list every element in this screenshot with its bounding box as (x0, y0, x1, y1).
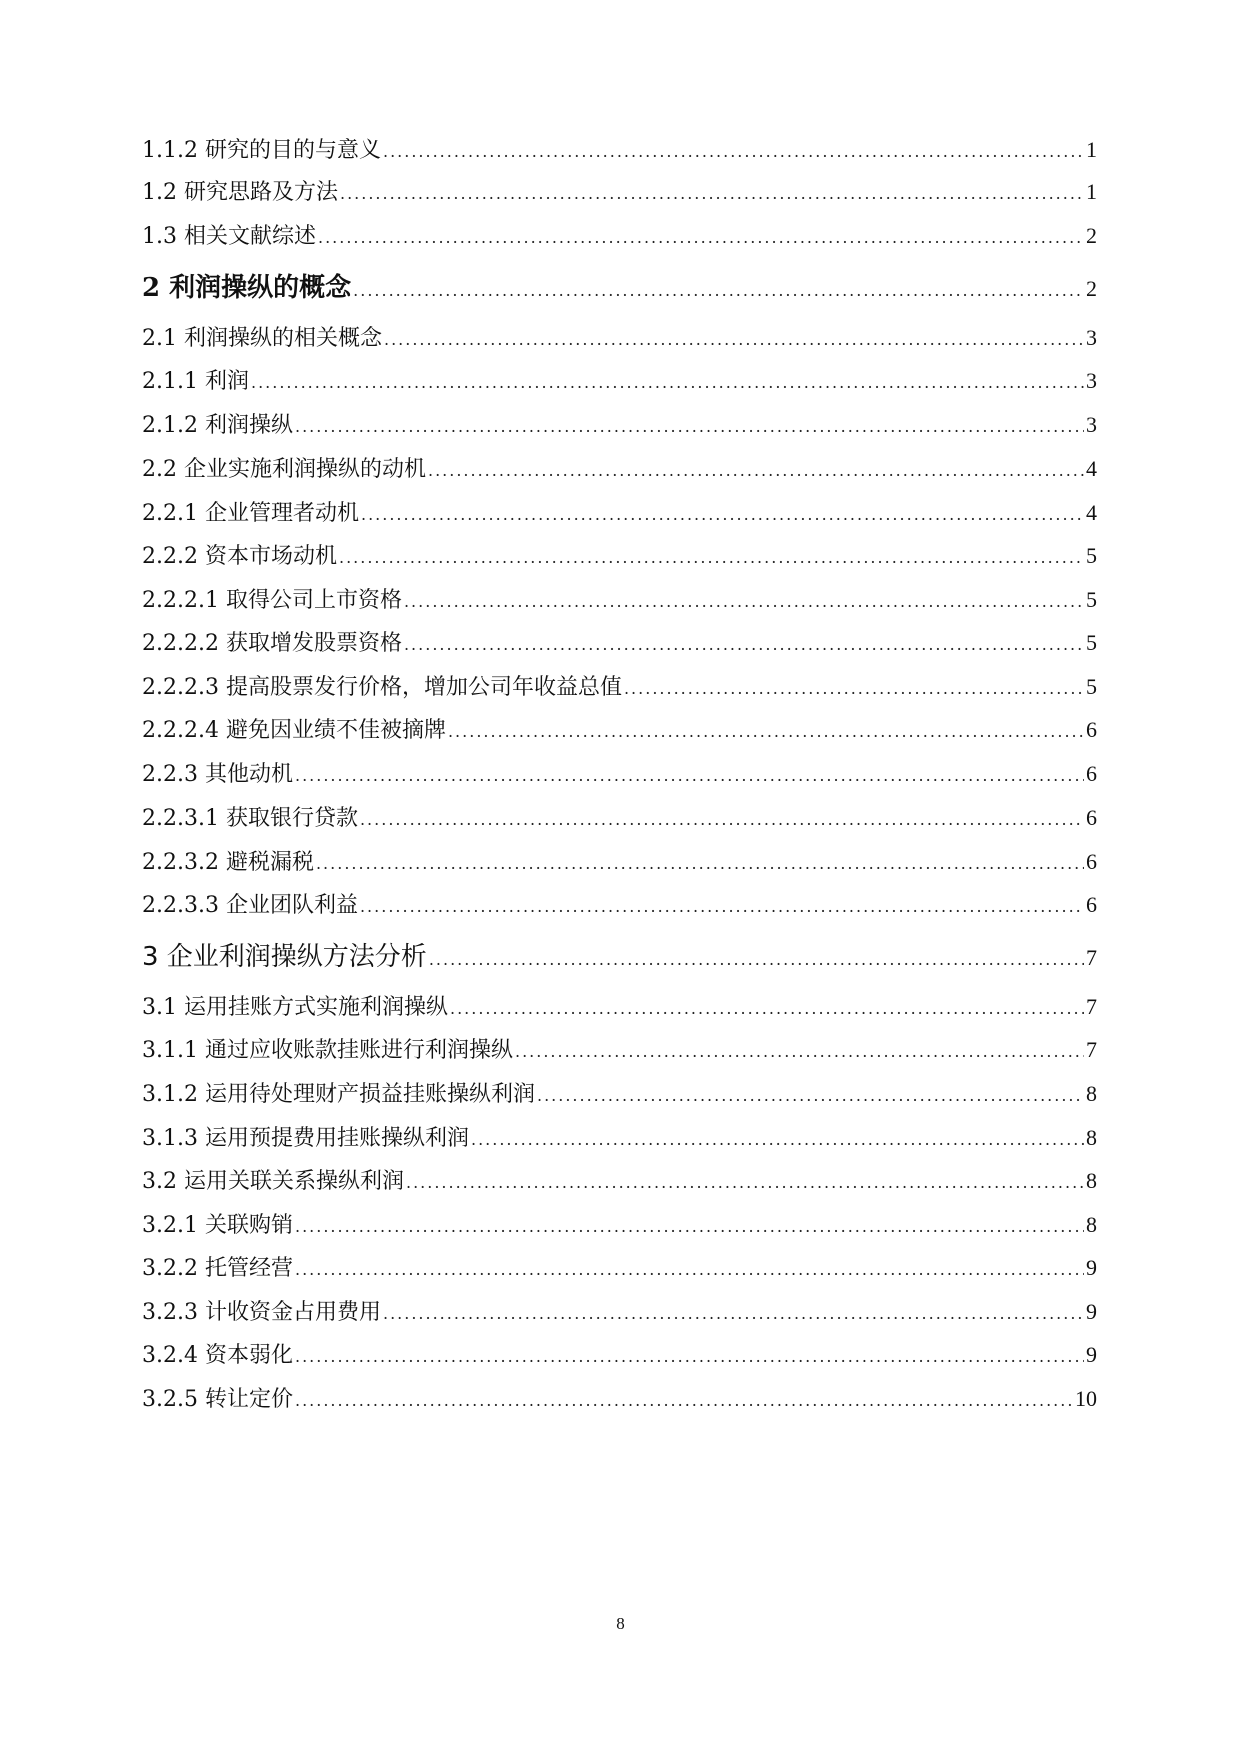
toc-entry-page: 5 (1086, 674, 1097, 699)
toc-entry-title: 2.2.2.2 获取增发股票资格 (142, 631, 402, 656)
toc-entry-page: 3 (1086, 412, 1097, 437)
toc-entry-page: 6 (1086, 849, 1097, 874)
toc-entry (142, 367, 1097, 397)
toc-entry-title: 2.1.2 利润操纵 (142, 413, 293, 438)
toc-entry-page: 6 (1086, 892, 1097, 917)
toc-entry-title: 2.2.3.3 企业团队利益 (142, 893, 358, 918)
toc-entry-title: 3.1.2 运用待处理财产损益挂账操纵利润 (142, 1082, 535, 1107)
toc-entry-page: 5 (1086, 630, 1097, 655)
toc-leader-dots (340, 180, 1084, 208)
toc-leader-dots (406, 1169, 1084, 1197)
toc-leader-dots (448, 718, 1084, 746)
toc-entry-page: 7 (1086, 994, 1097, 1019)
toc-entry-title: 2 利润操纵的概念 (142, 273, 352, 303)
toc-entry-page: 3 (1086, 368, 1097, 393)
toc-entry-title: 2.2.3.2 避税漏税 (142, 850, 314, 875)
toc-entry (142, 1036, 1097, 1066)
toc-leader-dots (353, 275, 1084, 307)
toc-entry-title: 2.2.3 其他动机 (142, 762, 293, 787)
toc-entry-title: 2.2 企业实施利润操纵的动机 (142, 457, 426, 482)
toc-entry (142, 716, 1097, 746)
toc-leader-dots (428, 457, 1084, 485)
toc-entry-title: 1.2 研究思路及方法 (142, 180, 338, 205)
toc-entry-page: 8 (1086, 1081, 1097, 1106)
toc-entry-title: 3.2.3 计收资金占用费用 (142, 1300, 381, 1325)
toc-entry-page: 9 (1086, 1299, 1097, 1324)
toc-entry-page: 10 (1075, 1386, 1097, 1411)
toc-entry-title: 2.1.1 利润 (142, 369, 249, 394)
toc-entry-title: 3.2.2 托管经营 (142, 1256, 293, 1281)
toc-entry-page: 9 (1086, 1342, 1097, 1367)
toc-entry-title: 1.1.2 研究的目的与意义 (142, 138, 381, 163)
toc-entry (142, 222, 1097, 252)
toc-entry (142, 891, 1097, 921)
toc-entry (142, 136, 1097, 166)
toc-entry (142, 1124, 1097, 1154)
toc-entry (142, 455, 1097, 485)
toc-entry-page: 7 (1086, 1037, 1097, 1062)
toc-leader-dots (404, 631, 1084, 659)
toc-entry (142, 1167, 1097, 1197)
toc-entry-page: 5 (1086, 543, 1097, 568)
toc-entry-title: 3.1.3 运用预提费用挂账操纵利润 (142, 1126, 469, 1151)
toc-entry-page: 8 (1086, 1125, 1097, 1150)
toc-entry (142, 673, 1097, 703)
toc-entry (142, 542, 1097, 572)
toc-leader-dots (429, 944, 1084, 976)
toc-entry-title: 2.2.1 企业管理者动机 (142, 501, 359, 526)
toc-entry-page: 8 (1086, 1212, 1097, 1237)
toc-entry-page: 9 (1086, 1255, 1097, 1280)
toc-entry-page: 1 (1086, 179, 1097, 204)
toc-entry (142, 1211, 1097, 1241)
toc-entry (142, 586, 1097, 616)
toc-entry-page: 1 (1086, 137, 1097, 162)
toc-entry-title: 2.2.2 资本市场动机 (142, 544, 337, 569)
toc-entry-title: 3.1 运用挂账方式实施利润操纵 (142, 995, 448, 1020)
toc-entry (142, 411, 1097, 441)
toc-entry-title: 2.2.2.3 提高股票发行价格，增加公司年收益总值 (142, 675, 622, 700)
toc-entry (142, 324, 1097, 354)
toc-entry-title: 2.2.2.4 避免因业绩不佳被摘牌 (142, 718, 446, 743)
toc-entry-title: 3 企业利润操纵方法分析 (142, 942, 427, 972)
toc-entry-title: 3.1.1 通过应收账款挂账进行利润操纵 (142, 1038, 513, 1063)
toc-leader-dots (360, 806, 1084, 834)
toc-entry-title: 3.2.5 转让定价 (142, 1387, 293, 1412)
toc-leader-dots (339, 544, 1084, 572)
toc-leader-dots (318, 224, 1084, 252)
toc-leader-dots (471, 1126, 1084, 1154)
toc-entry (142, 499, 1097, 529)
toc-entry (142, 629, 1097, 659)
toc-entry-title: 3.2 运用关联关系操纵利润 (142, 1169, 404, 1194)
toc-leader-dots (360, 893, 1084, 921)
toc-entry-page: 4 (1086, 500, 1097, 525)
toc-entry (142, 1341, 1097, 1371)
toc-leader-dots (624, 675, 1084, 703)
toc-entry-page: 5 (1086, 587, 1097, 612)
toc-entry-page: 4 (1086, 456, 1097, 481)
toc-leader-dots (515, 1038, 1084, 1066)
toc-entry (142, 848, 1097, 878)
toc-entry (142, 178, 1097, 208)
toc-entry-title: 3.2.4 资本弱化 (142, 1343, 293, 1368)
toc-leader-dots (383, 1300, 1084, 1328)
toc-entry (142, 1080, 1097, 1110)
toc-entry-page: 8 (1086, 1168, 1097, 1193)
toc-leader-dots (295, 413, 1084, 441)
toc-leader-dots (404, 588, 1084, 616)
toc-entry-page: 3 (1086, 325, 1097, 350)
toc-entry-title: 2.2.3.1 获取银行贷款 (142, 806, 358, 831)
toc-leader-dots (251, 369, 1084, 397)
toc-leader-dots (295, 762, 1084, 790)
toc-leader-dots (316, 850, 1084, 878)
toc-entry (142, 993, 1097, 1023)
toc-entry-title: 2.1 利润操纵的相关概念 (142, 326, 382, 351)
toc-entry (142, 1385, 1097, 1415)
toc-leader-dots (383, 138, 1084, 166)
toc-entry-page: 7 (1086, 945, 1097, 970)
toc-leader-dots (295, 1256, 1084, 1284)
toc-entry-page: 2 (1086, 223, 1097, 248)
toc-leader-dots (295, 1343, 1084, 1371)
toc-entry (142, 941, 1097, 976)
page-number: 8 (616, 1614, 625, 1633)
toc-leader-dots (361, 501, 1084, 529)
toc-entry-title: 3.2.1 关联购销 (142, 1213, 293, 1238)
toc-entry-page: 6 (1086, 761, 1097, 786)
toc-entry (142, 760, 1097, 790)
toc-entry (142, 1254, 1097, 1284)
toc-entry-title: 2.2.2.1 取得公司上市资格 (142, 588, 402, 613)
toc-entry (142, 804, 1097, 834)
toc-entry-page: 6 (1086, 805, 1097, 830)
toc-leader-dots (295, 1387, 1073, 1415)
table-of-contents (142, 0, 1097, 1754)
toc-entry-page: 2 (1086, 276, 1097, 301)
toc-leader-dots (537, 1082, 1084, 1110)
toc-entry (142, 1298, 1097, 1328)
toc-leader-dots (384, 326, 1084, 354)
toc-entry-title: 1.3 相关文献综述 (142, 224, 316, 249)
toc-leader-dots (450, 995, 1084, 1023)
toc-entry (142, 272, 1097, 307)
toc-leader-dots (295, 1213, 1084, 1241)
toc-entry-page: 6 (1086, 717, 1097, 742)
